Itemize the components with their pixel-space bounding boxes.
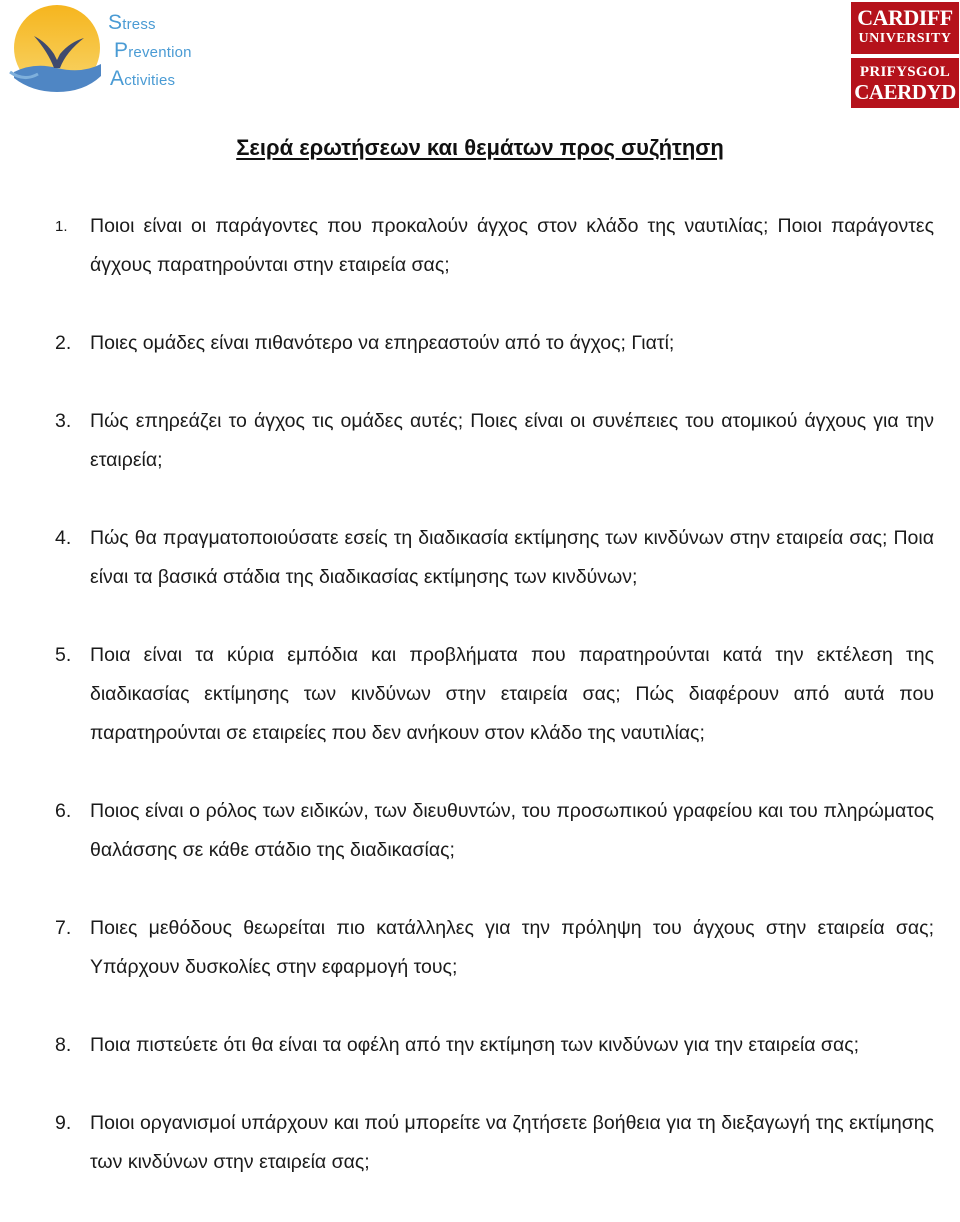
question-text: Ποιος είναι ο ρόλος των ειδικών, των διευθυντών, του προσωπικού γραφείου και του πληρώματος θαλάσσης σε κάθε στάδιο της διαδικασίας;	[90, 800, 934, 861]
cardiff-logo-bottom-block	[851, 58, 959, 108]
question-number: 4.	[55, 527, 72, 549]
logo-word-stress: Stress	[108, 11, 156, 34]
question-text: Πώς θα πραγματοποιούσατε εσείς τη διαδικασία εκτίμησης των κινδύνων στην εταιρεία σας; Ποια είναι τα βασικά στάδια της διαδικασίας εκτίμησης των κινδύνων;	[90, 527, 934, 588]
question-item	[55, 636, 934, 753]
stress-prevention-activities-logo	[4, 2, 204, 94]
logo-word-prevention: Prevention	[114, 39, 192, 62]
question-number: 2.	[55, 332, 72, 354]
question-text: Πώς επηρεάζει το άγχος τις ομάδες αυτές; Ποιες είναι οι συνέπειες του ατομικού άγχους για την εταιρεία;	[90, 410, 934, 471]
cardiff-logo-line: CAERDYD	[854, 80, 956, 104]
question-list	[55, 207, 934, 1182]
logo-word-activities: Activities	[110, 67, 176, 90]
question-text: Ποιες ομάδες είναι πιθανότερο να επηρεαστούν από το άγχος; Γιατί;	[90, 332, 675, 354]
question-number: 9.	[55, 1112, 72, 1134]
question-item	[55, 207, 934, 285]
question-item	[55, 519, 934, 597]
document-title-text: Σειρά ερωτήσεων και θεμάτων προς συζήτηση	[236, 135, 724, 160]
document-title	[0, 134, 960, 162]
question-number: 7.	[55, 917, 72, 939]
question-item	[55, 909, 934, 987]
question-item	[55, 324, 934, 363]
question-text: Ποιοι οργανισμοί υπάρχουν και πού μπορείτε να ζητήσετε βοήθεια για τη διεξαγωγή της εκτίμησης των κινδύνων στην εταιρεία σας;	[90, 1112, 934, 1173]
cardiff-logo-line: UNIVERSITY	[858, 31, 952, 46]
question-item	[55, 792, 934, 870]
cardiff-logo-line: CARDIFF	[857, 5, 953, 30]
question-item	[55, 1026, 934, 1065]
question-number: 1.	[55, 218, 68, 235]
logo-wordmark	[108, 10, 192, 94]
cardiff-university-logo	[851, 2, 959, 108]
question-number: 3.	[55, 410, 72, 432]
question-text: Ποιοι είναι οι παράγοντες που προκαλούν άγχος στον κλάδο της ναυτιλίας; Ποιοι παράγοντες άγχους παρατηρούνται στην εταιρεία σας;	[90, 215, 934, 276]
question-number: 5.	[55, 644, 72, 666]
question-text: Ποιες μεθόδους θεωρείται πιο κατάλληλες για την πρόληψη του άγχους στην εταιρεία σας; Υπάρχουν δυσκολίες στην εφαρμογή τους;	[90, 917, 934, 978]
question-item	[55, 402, 934, 480]
cardiff-logo-top-block	[851, 2, 959, 54]
sun-whale-tail-emblem	[4, 2, 114, 94]
question-item	[55, 1104, 934, 1182]
question-text: Ποια πιστεύετε ότι θα είναι τα οφέλη από την εκτίμηση των κινδύνων για την εταιρεία σας;	[90, 1034, 860, 1056]
question-number: 8.	[55, 1034, 72, 1056]
question-text: Ποια είναι τα κύρια εμπόδια και προβλήματα που παρατηρούνται κατά την εκτέλεση της διαδικασίας εκτίμησης των κινδύνων στην εταιρεία σας; Πώς διαφέρουν από αυτά που παρατηρούνται σε εταιρείες που δεν ανήκουν στον κλάδο της ναυτιλίας;	[90, 644, 934, 744]
cardiff-logo-line: PRIFYSGOL	[859, 64, 951, 80]
question-number: 6.	[55, 800, 72, 822]
